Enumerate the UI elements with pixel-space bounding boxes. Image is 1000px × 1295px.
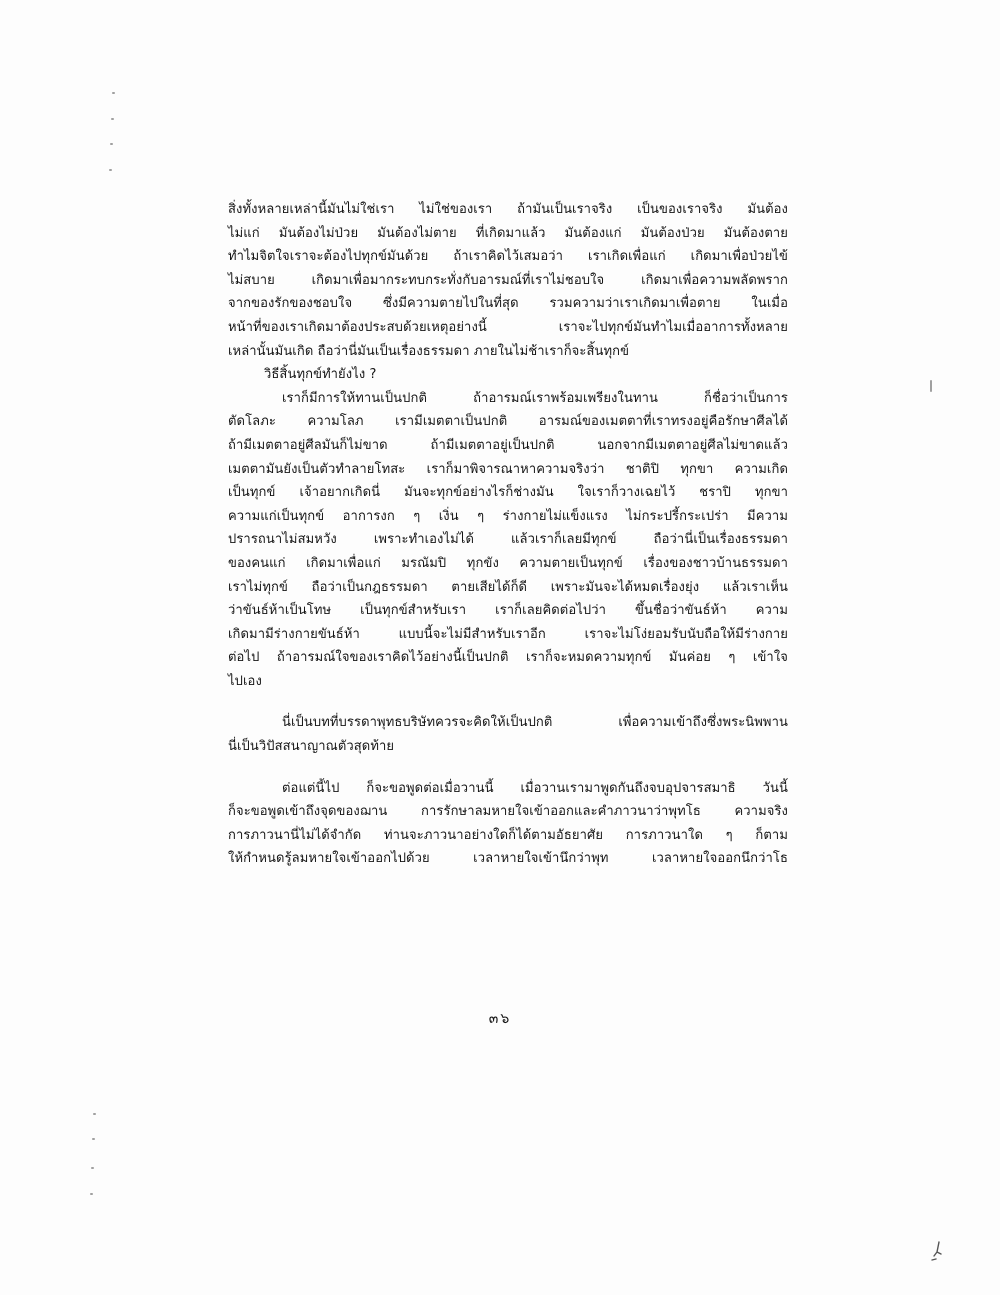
paragraph-gap <box>228 759 788 777</box>
scan-speck <box>90 1193 93 1195</box>
text-line: เป็นทุกข์ เจ้าอยากเกิดนี่ มันจะทุกข์อย่างไรก็ช่างมัน ใจเราก็วางเฉยไว้ ชราปิ ทุกขา <box>228 485 788 501</box>
scan-speck <box>93 1113 96 1115</box>
text-line: ถ้ามีเมตตาอยู่ศีลมันก็ไม่ขาด ถ้ามีเมตตาอยู่เป็นปกติ นอกจากมีเมตตาอยู่ศีลไม่ขาดแล้ว <box>228 437 788 453</box>
paragraph <box>228 363 788 693</box>
body-text <box>228 198 788 871</box>
text-line: เราก็มีการให้ทานเป็นปกติ ถ้าอารมณ์เราพร้อมเพรียงในทาน ก็ชื่อว่าเป็นการ <box>282 390 788 406</box>
page-number: ๓๖ <box>488 1011 512 1027</box>
paragraph <box>228 711 788 758</box>
text-line: ต่อไป ถ้าอารมณ์ใจของเราคิดไว้อย่างนี้เป็นปกติ เราก็จะหมดความทุกข์ มันค่อย ๆ เข้าใจ <box>228 650 788 666</box>
text-line: ไปเอง <box>228 673 262 689</box>
text-line: ก็จะขอพูดเข้าถึงจุดของฌาน การรักษาลมหายใจเข้าออกและคำภาวนาว่าพุทโธ ความจริง <box>228 804 788 820</box>
text-line: ต่อแต่นี้ไป ก็จะขอพูดต่อเมื่อวานนี้ เมื่อวานเรามาพูดกันถึงจบอุปจารสมาธิ วันนี้ <box>282 780 788 796</box>
text-line: หน้าที่ของเราเกิดมาต้องประสบด้วยเหตุอย่างนี้ เราจะไปทุกข์มันทำไมเมื่ออาการทั้งหลาย <box>228 319 788 335</box>
paragraph <box>228 777 788 871</box>
paragraph-gap <box>228 693 788 711</box>
scan-speck <box>91 1167 94 1169</box>
text-line: ของคนแก่ เกิดมาเพื่อแก่ มรณัมปิ ทุกขัง ความตายเป็นทุกข์ เรื่องของชาวบ้านธรรมดา <box>228 555 788 571</box>
text-line: สิ่งทั้งหลายเหล่านี้มันไม่ใช่เรา ไม่ใช่ของเรา ถ้ามันเป็นเราจริง เป็นของเราจริง มันต้อง <box>228 202 788 217</box>
scan-artifact-mark <box>930 1240 944 1262</box>
scan-speck <box>111 118 114 120</box>
scan-speck <box>92 1138 95 1140</box>
text-line: ไม่แก่ มันต้องไม่ป่วย มันต้องไม่ตาย ที่เกิดมาแล้ว มันต้องแก่ มันต้องป่วย มันต้องตาย <box>228 225 788 241</box>
text-line: ปรารถนาไม่สมหวัง เพราะทำเองไม่ได้ แล้วเราก็เลยมีทุกข์ ถือว่านี่เป็นเรื่องธรรมดา <box>228 532 788 548</box>
text-line: นี่เป็นบทที่บรรดาพุทธบริษัทควรจะคิดให้เป็นปกติ เพื่อความเข้าถึงซึ่งพระนิพพาน <box>282 715 788 731</box>
text-line: ให้กำหนดรู้ลมหายใจเข้าออกไปด้วย เวลาหายใจเข้านึกว่าพุท เวลาหายใจออกนึกว่าโธ <box>228 851 788 867</box>
scan-speck <box>112 92 115 94</box>
scan-speck <box>110 143 113 145</box>
text-line: ความแก่เป็นทุกข์ อาการงก ๆ เงิ่น ๆ ร่างกายไม่แข็งแรง ไม่กระปรี้กระเปร่า มีความ <box>228 508 788 524</box>
text-line: นี่เป็นวิปัสสนาญาณตัวสุดท้าย <box>228 739 395 755</box>
paragraph <box>228 198 788 363</box>
text-line: ตัดโลภะ ความโลภ เรามีเมตตาเป็นปกติ อารมณ์ของเมตตาที่เราทรงอยู่คือรักษาศีลได้ <box>228 414 788 430</box>
section-heading: วิธีสิ้นทุกข์ทำยังไง ? <box>264 367 377 383</box>
text-line: เกิดมามีร่างกายขันธ์ห้า แบบนี้จะไม่มีสำหรับเราอีก เราจะไม่โง่ยอมรับนับถือให้มีร่างกาย <box>228 626 788 642</box>
text-line: ไม่สบาย เกิดมาเพื่อมากระทบกระทั่งกับอารมณ์ที่เราไม่ชอบใจ เกิดมาเพื่อความพลัดพราก <box>228 272 788 288</box>
text-line: ทำไมจิตใจเราจะต้องไปทุกข์มันด้วย ถ้าเราคิดไว้เสมอว่า เราเกิดเพื่อแก่ เกิดมาเพื่อป่วยไข้ <box>228 249 788 265</box>
text-line: เราไม่ทุกข์ ถือว่าเป็นกฎธรรมดา ตายเสียได้ก็ดี เพราะมันจะได้หมดเรื่องยุ่ง แล้วเราเห็น <box>228 579 788 595</box>
text-line: จากของรักของชอบใจ ซึ่งมีความตายไปในที่สุด รวมความว่าเราเกิดมาเพื่อตาย ในเมื่อ <box>228 296 788 312</box>
text-line: เมตตามันยังเป็นตัวทำลายโทสะ เราก็มาพิจารณาหาความจริงว่า ชาติปิ ทุกขา ความเกิด <box>228 461 788 477</box>
scan-speck <box>930 380 932 392</box>
text-line: ว่าขันธ์ห้าเป็นโทษ เป็นทุกข์สำหรับเรา เราก็เลยคิดต่อไปว่า ขึ้นชื่อว่าขันธ์ห้า ความ <box>228 603 788 619</box>
text-line: การภาวนานี่ไม่ได้จำกัด ท่านจะภาวนาอย่างใดก็ได้ตามอัธยาศัย การภาวนาใด ๆ ก็ตาม <box>228 827 788 843</box>
scan-speck <box>109 169 112 171</box>
text-line: เหล่านั้นมันเกิด ถือว่านี่มันเป็นเรื่องธรรมดา ภายในไม่ช้าเราก็จะสิ้นทุกข์ <box>228 343 630 359</box>
